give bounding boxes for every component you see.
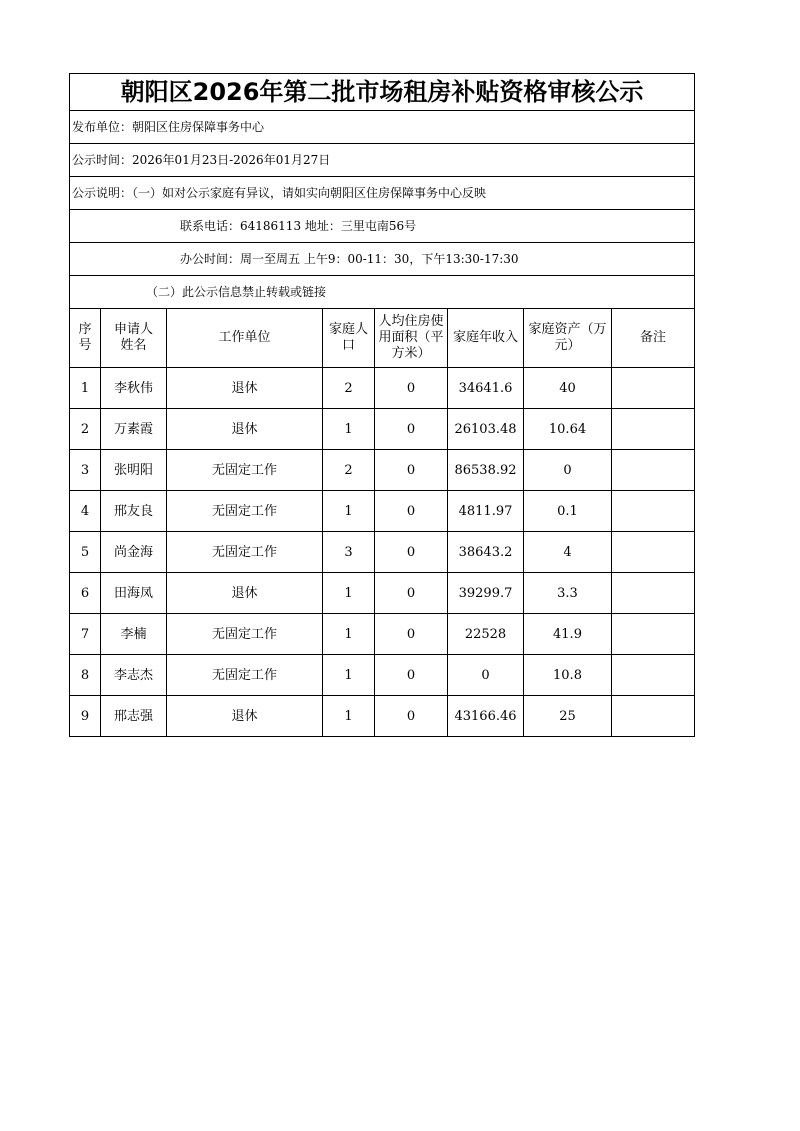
cell-annual-income: 43166.46	[448, 696, 524, 737]
cell-assets: 0.1	[524, 491, 612, 532]
table-row	[70, 368, 695, 409]
cell-household-size: 2	[323, 450, 375, 491]
cell-employer: 无固定工作	[167, 532, 323, 573]
period-label: 公示时间：	[72, 152, 133, 167]
cell-area-per-person: 0	[375, 491, 448, 532]
cell-name: 邢友良	[101, 491, 167, 532]
cell-index: 6	[70, 573, 101, 614]
cell-employer: 无固定工作	[167, 450, 323, 491]
column-header-assets: 家庭资产（万元）	[524, 309, 612, 368]
cell-assets: 10.8	[524, 655, 612, 696]
cell-index: 8	[70, 655, 101, 696]
cell-name: 张明阳	[101, 450, 167, 491]
publisher-value: 朝阳区住房保障事务中心	[132, 119, 265, 134]
column-header-area-per-person: 人均住房使用面积（平方米）	[375, 309, 448, 368]
cell-remarks	[612, 696, 695, 737]
column-header-household-size: 家庭人口	[323, 309, 375, 368]
cell-annual-income: 86538.92	[448, 450, 524, 491]
cell-name: 尚金海	[101, 532, 167, 573]
table-row	[70, 450, 695, 491]
cell-employer: 无固定工作	[167, 491, 323, 532]
cell-index: 4	[70, 491, 101, 532]
description-item-1: （一）如对公示家庭有异议，请如实向朝阳区住房保障事务中心反映	[132, 185, 487, 200]
cell-assets: 10.64	[524, 409, 612, 450]
cell-area-per-person: 0	[375, 409, 448, 450]
table-row	[70, 532, 695, 573]
cell-employer: 无固定工作	[167, 655, 323, 696]
cell-area-per-person: 0	[375, 532, 448, 573]
cell-name: 田海凤	[101, 573, 167, 614]
table-row	[70, 655, 695, 696]
cell-index: 7	[70, 614, 101, 655]
cell-area-per-person: 0	[375, 696, 448, 737]
cell-remarks	[612, 573, 695, 614]
cell-annual-income: 0	[448, 655, 524, 696]
cell-remarks	[612, 491, 695, 532]
publisher-label: 发布单位：	[72, 119, 133, 134]
cell-household-size: 1	[323, 614, 375, 655]
cell-annual-income: 26103.48	[448, 409, 524, 450]
cell-household-size: 1	[323, 655, 375, 696]
cell-area-per-person: 0	[375, 450, 448, 491]
notice-table	[69, 73, 695, 737]
cell-index: 5	[70, 532, 101, 573]
cell-index: 3	[70, 450, 101, 491]
publisher-line	[70, 111, 695, 144]
cell-name: 李秋伟	[101, 368, 167, 409]
cell-annual-income: 39299.7	[448, 573, 524, 614]
cell-annual-income: 38643.2	[448, 532, 524, 573]
cell-index: 9	[70, 696, 101, 737]
office-hours-line: 办公时间：周一至周五 上午9：00-11：30，下午13:30-17:30	[70, 243, 695, 276]
cell-name: 邢志强	[101, 696, 167, 737]
cell-assets: 41.9	[524, 614, 612, 655]
description-label: 公示说明：	[72, 185, 133, 200]
cell-index: 1	[70, 368, 101, 409]
table-row	[70, 696, 695, 737]
cell-household-size: 2	[323, 368, 375, 409]
cell-name: 李志杰	[101, 655, 167, 696]
cell-name: 万素霞	[101, 409, 167, 450]
cell-household-size: 1	[323, 696, 375, 737]
cell-household-size: 1	[323, 573, 375, 614]
table-row	[70, 409, 695, 450]
cell-annual-income: 4811.97	[448, 491, 524, 532]
page-title: 朝阳区2026年第二批市场租房补贴资格审核公示	[70, 74, 695, 111]
table-header-row	[70, 309, 695, 368]
cell-annual-income: 22528	[448, 614, 524, 655]
table-row	[70, 491, 695, 532]
cell-household-size: 1	[323, 409, 375, 450]
column-header-employer: 工作单位	[167, 309, 323, 368]
cell-remarks	[612, 614, 695, 655]
cell-area-per-person: 0	[375, 655, 448, 696]
cell-employer: 退休	[167, 368, 323, 409]
cell-name: 李楠	[101, 614, 167, 655]
cell-remarks	[612, 409, 695, 450]
cell-assets: 4	[524, 532, 612, 573]
period-line	[70, 144, 695, 177]
cell-remarks	[612, 532, 695, 573]
cell-index: 2	[70, 409, 101, 450]
cell-remarks	[612, 450, 695, 491]
cell-area-per-person: 0	[375, 614, 448, 655]
cell-household-size: 1	[323, 491, 375, 532]
column-header-index: 序号	[70, 309, 101, 368]
contact-line: 联系电话：64186113 地址：三里屯南56号	[70, 210, 695, 243]
description-line-1	[70, 177, 695, 210]
cell-remarks	[612, 368, 695, 409]
description-line-2: （二）此公示信息禁止转载或链接	[70, 276, 695, 309]
cell-assets: 25	[524, 696, 612, 737]
cell-assets: 3.3	[524, 573, 612, 614]
cell-employer: 退休	[167, 409, 323, 450]
cell-remarks	[612, 655, 695, 696]
table-row	[70, 573, 695, 614]
cell-employer: 退休	[167, 573, 323, 614]
table-row	[70, 614, 695, 655]
cell-assets: 0	[524, 450, 612, 491]
cell-household-size: 3	[323, 532, 375, 573]
cell-area-per-person: 0	[375, 573, 448, 614]
column-header-annual-income: 家庭年收入	[448, 309, 524, 368]
cell-assets: 40	[524, 368, 612, 409]
period-value: 2026年01月23日-2026年01月27日	[132, 152, 331, 167]
cell-employer: 无固定工作	[167, 614, 323, 655]
cell-employer: 退休	[167, 696, 323, 737]
column-header-name: 申请人姓名	[101, 309, 167, 368]
cell-annual-income: 34641.6	[448, 368, 524, 409]
column-header-remarks: 备注	[612, 309, 695, 368]
cell-area-per-person: 0	[375, 368, 448, 409]
